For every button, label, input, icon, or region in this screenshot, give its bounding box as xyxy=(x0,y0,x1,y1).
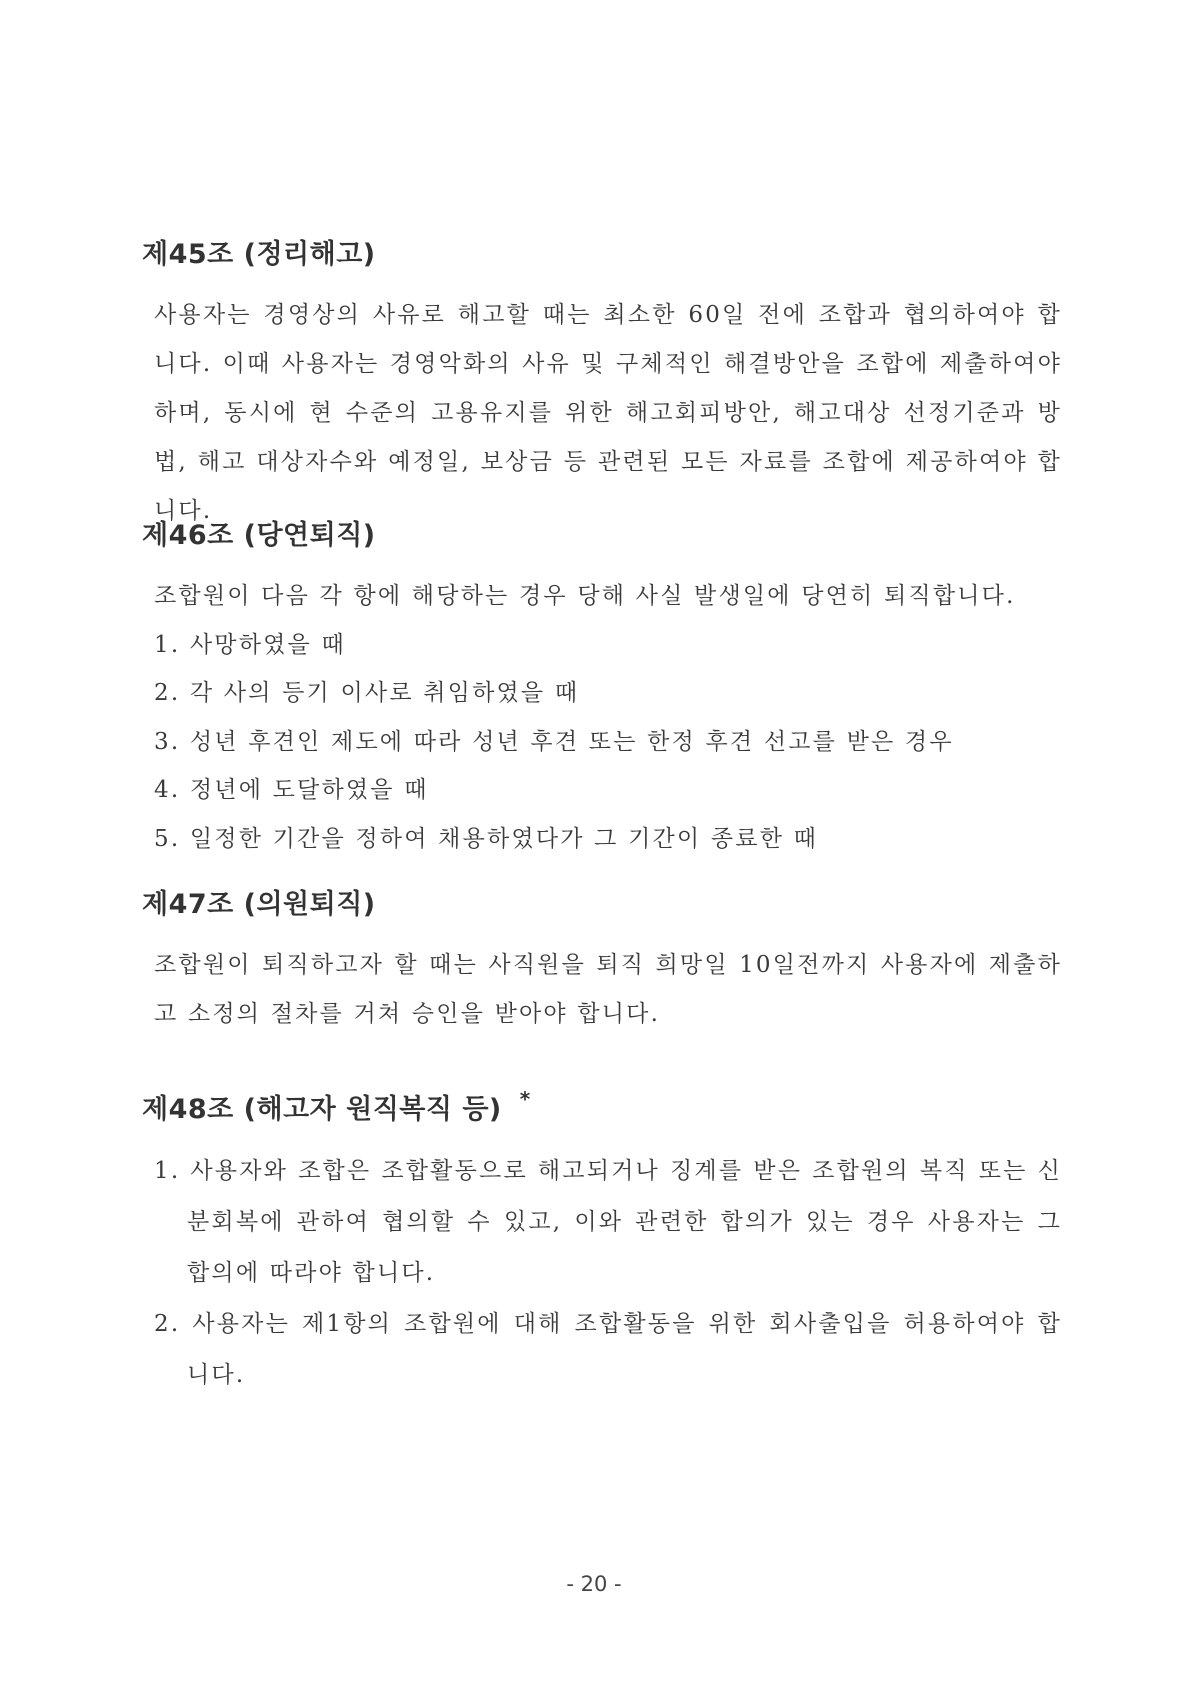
article-intro: 조합원이 다음 각 항에 해당하는 경우 당해 사실 발생일에 당연히 퇴직합니다. xyxy=(154,583,1016,609)
article-46 xyxy=(142,513,1062,863)
page-number: - 20 - xyxy=(566,1572,622,1596)
list-item: 2. 사용자는 제1항의 조합원에 대해 조합활동을 위한 회사출입을 허용하여야 합니다. xyxy=(154,1311,1062,1388)
list-item: 1. 사용자와 조합은 조합활동으로 해고되거나 징계를 받은 조합원의 복직 또는 신분회복에 관하여 협의할 수 있고, 이와 관련한 합의가 있는 경우 사용자는 그 합의에 따라야 합니다. xyxy=(154,1158,1062,1286)
list-item: 4. 정년에 도달하였을 때 xyxy=(154,777,429,803)
article-45 xyxy=(142,232,1062,536)
list-item: 3. 성년 후견인 제도에 따라 성년 후견 또는 한정 후견 선고를 받은 경우 xyxy=(154,728,954,755)
article-heading-row xyxy=(142,1087,1062,1126)
list-item: 2. 각 사의 등기 이사로 취임하였을 때 xyxy=(154,680,580,706)
article-heading: 제47조 (의원퇴직) xyxy=(142,889,376,920)
article-47 xyxy=(142,882,1062,1039)
article-paragraph: 조합원이 퇴직하고자 할 때는 사직원을 퇴직 희망일 10일전까지 사용자에 제출하고 소정의 절차를 거쳐 승인을 받아야 합니다. xyxy=(154,952,1062,1027)
article-paragraph: 사용자는 경영상의 사유로 해고할 때는 최소한 60일 전에 조합과 협의하여야 합니다. 이때 사용자는 경영악화의 사유 및 구체적인 해결방안을 조합에 제출하여야 하며, 동시에 현 수준의 고용유지를 위한 해고회피방안, 해고대상 선정기준과 방법, 해고 대상자수와 예정일, 보상금 등 관련된 모든 자료를 조합에 제공하여야 합니다. xyxy=(154,302,1062,524)
list-item: 1. 사망하였을 때 xyxy=(154,631,346,658)
article-heading: 제46조 (당연퇴직) xyxy=(142,520,376,551)
article-48 xyxy=(142,1087,1062,1401)
heading-asterisk: * xyxy=(519,1087,531,1111)
article-heading: 제45조 (정리해고) xyxy=(142,239,376,270)
list-item: 5. 일정한 기간을 정하여 채용하였다가 그 기간이 종료한 때 xyxy=(154,825,819,852)
article-heading: 제48조 (해고자 원직복직 등) xyxy=(142,1094,502,1125)
